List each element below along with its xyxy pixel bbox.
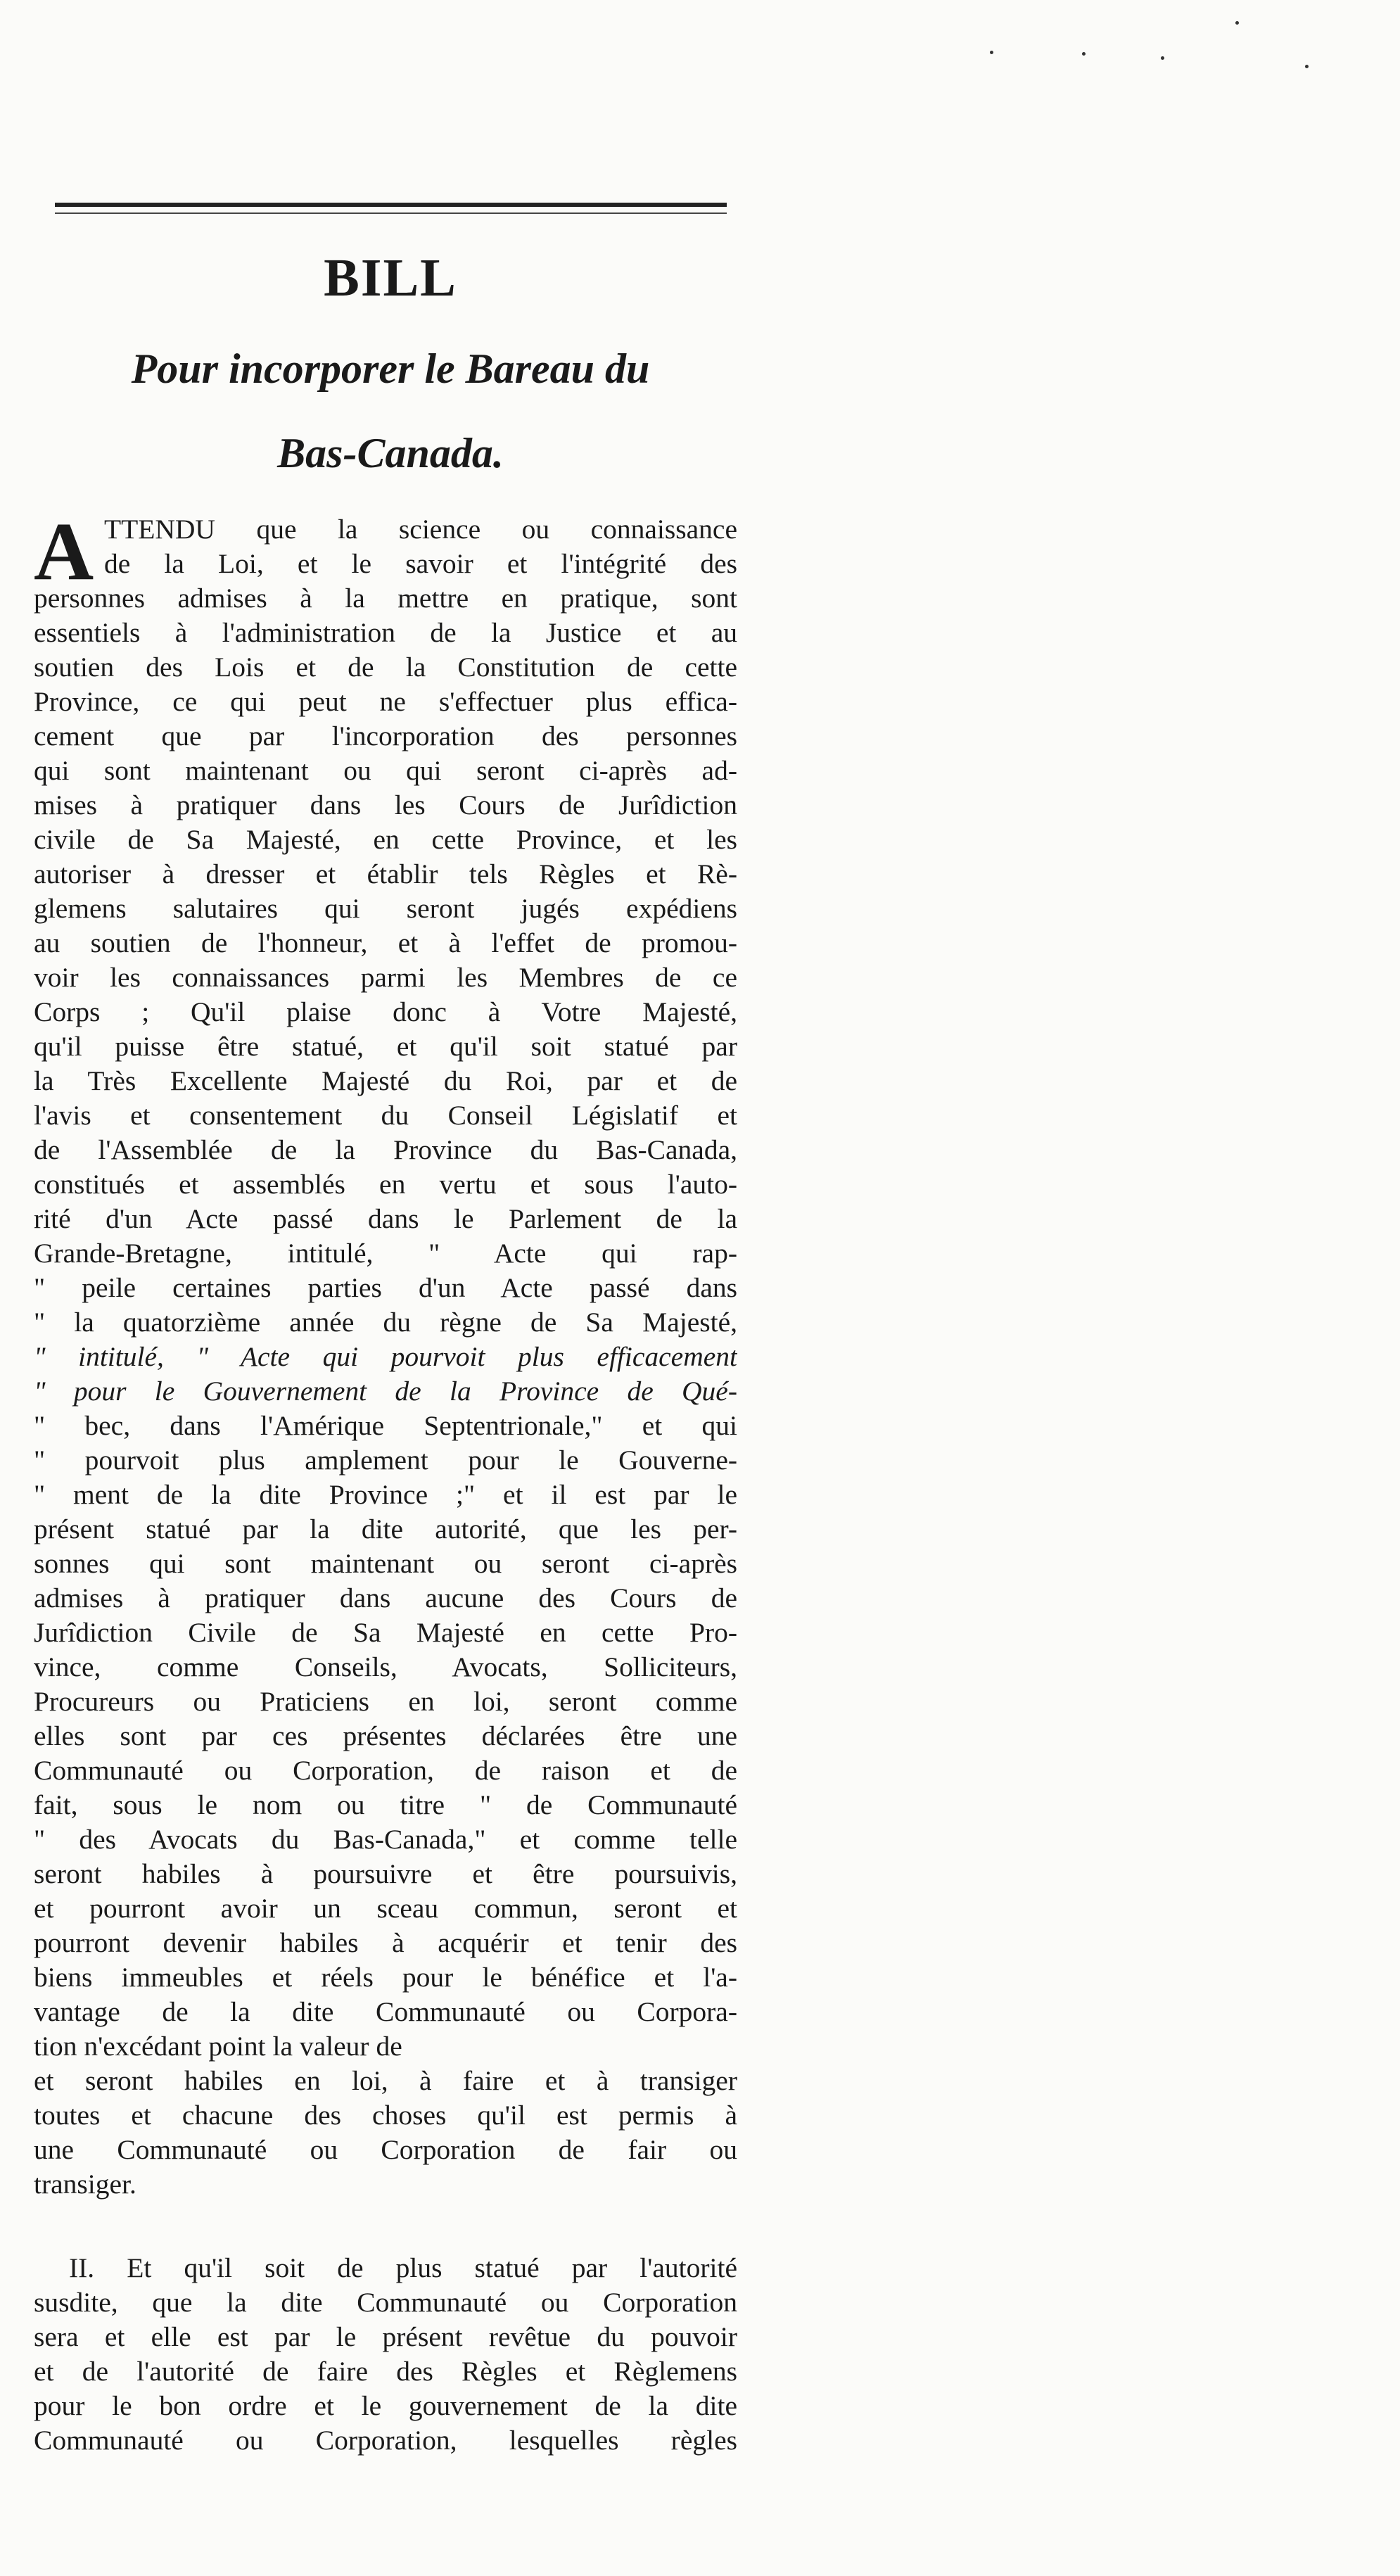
text-line: sonnes qui sont maintenant ou seront ci-après bbox=[34, 1548, 737, 1579]
text-line: mises à pratiquer dans les Cours de Jurîdiction bbox=[34, 789, 737, 820]
text-line: présent statué par la dite autorité, que les per- bbox=[34, 1514, 737, 1544]
document-title: BILL bbox=[324, 248, 457, 307]
text-line: civile de Sa Majesté, en cette Province, et les bbox=[34, 824, 737, 855]
text-line: une Communauté ou Corporation de fair ou bbox=[34, 2134, 737, 2165]
text-line: seront habiles à poursuivre et être poursuivis, bbox=[34, 1858, 737, 1889]
text-line: admises à pratiquer dans aucune des Cours de bbox=[34, 1582, 737, 1613]
text-line: " pourvoit plus amplement pour le Gouverne- bbox=[34, 1445, 737, 1476]
header-rule-thick bbox=[55, 203, 727, 207]
scan-speck bbox=[1082, 52, 1086, 56]
text-line: soutien des Lois et de la Constitution de cette bbox=[34, 652, 737, 683]
text-line: transiger. bbox=[34, 2169, 136, 2200]
text-line: susdite, que la dite Communauté ou Corporation bbox=[34, 2287, 737, 2318]
text-line: cement que par l'incorporation des personnes bbox=[34, 721, 737, 751]
text-line: Communauté ou Corporation, lesquelles règles bbox=[34, 2425, 737, 2456]
text-line: Province, ce qui peut ne s'effectuer plus effica- bbox=[34, 686, 737, 717]
text-line: autoriser à dresser et établir tels Règles et Rè- bbox=[34, 858, 737, 889]
text-line: Procureurs ou Praticiens en loi, seront comme bbox=[34, 1686, 737, 1717]
text-line: " ment de la dite Province ;" et il est par le bbox=[34, 1479, 737, 1510]
text-line: personnes admises à la mettre en pratique, sont bbox=[34, 583, 737, 614]
text-line: constitués et assemblés en vertu et sous l'auto- bbox=[34, 1169, 737, 1200]
text-line: biens immeubles et réels pour le bénéfice et l'a- bbox=[34, 1962, 737, 1993]
text-line: qu'il puisse être statué, et qu'il soit statué par bbox=[34, 1031, 737, 1062]
text-line: rité d'un Acte passé dans le Parlement de la bbox=[34, 1203, 737, 1234]
text-line: " peile certaines parties d'un Acte passé dans bbox=[34, 1272, 737, 1303]
scan-speck bbox=[1161, 56, 1164, 60]
text-line: Communauté ou Corporation, de raison et de bbox=[34, 1755, 737, 1786]
text-line: Jurîdiction Civile de Sa Majesté en cette Pro- bbox=[34, 1617, 737, 1648]
paragraph-preamble bbox=[34, 505, 737, 2202]
text-line: de la Loi, et le savoir et l'intégrité des bbox=[104, 548, 737, 579]
text-line: pour le bon ordre et le gouvernement de la dite bbox=[34, 2390, 737, 2421]
scan-speck bbox=[1235, 21, 1239, 25]
text-line: et de l'autorité de faire des Règles et Règlemens bbox=[34, 2356, 737, 2387]
body-text bbox=[34, 505, 737, 2458]
text-line: " bec, dans l'Amérique Septentrionale," et qui bbox=[34, 1410, 737, 1441]
text-line: au soutien de l'honneur, et à l'effet de promou- bbox=[34, 927, 737, 958]
text-line: l'avis et consentement du Conseil Législatif et bbox=[34, 1100, 737, 1131]
text-line: sera et elle est par le présent revêtue du pouvoir bbox=[34, 2321, 737, 2352]
text-line: voir les connaissances parmi les Membres de ce bbox=[34, 962, 737, 993]
text-line: vince, comme Conseils, Avocats, Solliciteurs, bbox=[34, 1651, 737, 1682]
text-line: la Très Excellente Majesté du Roi, par et de bbox=[34, 1065, 737, 1096]
text-line: toutes et chacune des choses qu'il est permis à bbox=[34, 2100, 737, 2131]
text-line: et pourront avoir un sceau commun, seront et bbox=[34, 1893, 737, 1924]
text-line: tion n'excédant point la valeur de bbox=[34, 2031, 402, 2062]
text-line: II. Et qu'il soit de plus statué par l'autorité bbox=[69, 2252, 737, 2283]
text-line: qui sont maintenant ou qui seront ci-après ad- bbox=[34, 755, 737, 786]
text-line: " pour le Gouvernement de la Province de Qué- bbox=[34, 1376, 737, 1407]
scan-speck bbox=[990, 51, 993, 54]
header-rule-thin bbox=[55, 212, 727, 214]
text-line: TTENDU que la science ou connaissance bbox=[104, 514, 737, 545]
drop-cap: A bbox=[34, 505, 94, 597]
text-line: pourront devenir habiles à acquérir et tenir des bbox=[34, 1927, 737, 1958]
text-line: Corps ; Qu'il plaise donc à Votre Majesté, bbox=[34, 996, 737, 1027]
text-line: fait, sous le nom ou titre " de Communauté bbox=[34, 1789, 737, 1820]
text-line: " intitulé, " Acte qui pourvoit plus efficacement bbox=[34, 1341, 737, 1372]
text-line: de l'Assemblée de la Province du Bas-Canada, bbox=[34, 1134, 737, 1165]
text-line: " la quatorzième année du règne de Sa Majesté, bbox=[34, 1307, 737, 1338]
text-line: essentiels à l'administration de la Justice et au bbox=[34, 617, 737, 648]
text-line: vantage de la dite Communauté ou Corpora- bbox=[34, 1996, 737, 2027]
text-line: elles sont par ces présentes déclarées être une bbox=[34, 1720, 737, 1751]
text-line: et seront habiles en loi, à faire et à transiger bbox=[34, 2065, 737, 2096]
text-line: " des Avocats du Bas-Canada," et comme telle bbox=[34, 1824, 737, 1855]
document-subtitle-line-2: Bas-Canada. bbox=[277, 430, 504, 476]
text-line: glemens salutaires qui seront jugés expédiens bbox=[34, 893, 737, 924]
text-line: Grande-Bretagne, intitulé, " Acte qui rap- bbox=[34, 1238, 737, 1269]
scan-speck bbox=[1305, 65, 1309, 68]
paragraph-section-2 bbox=[34, 2251, 737, 2458]
document-subtitle-line-1: Pour incorporer le Bareau du bbox=[131, 345, 650, 392]
paragraph-gap bbox=[34, 2202, 737, 2251]
